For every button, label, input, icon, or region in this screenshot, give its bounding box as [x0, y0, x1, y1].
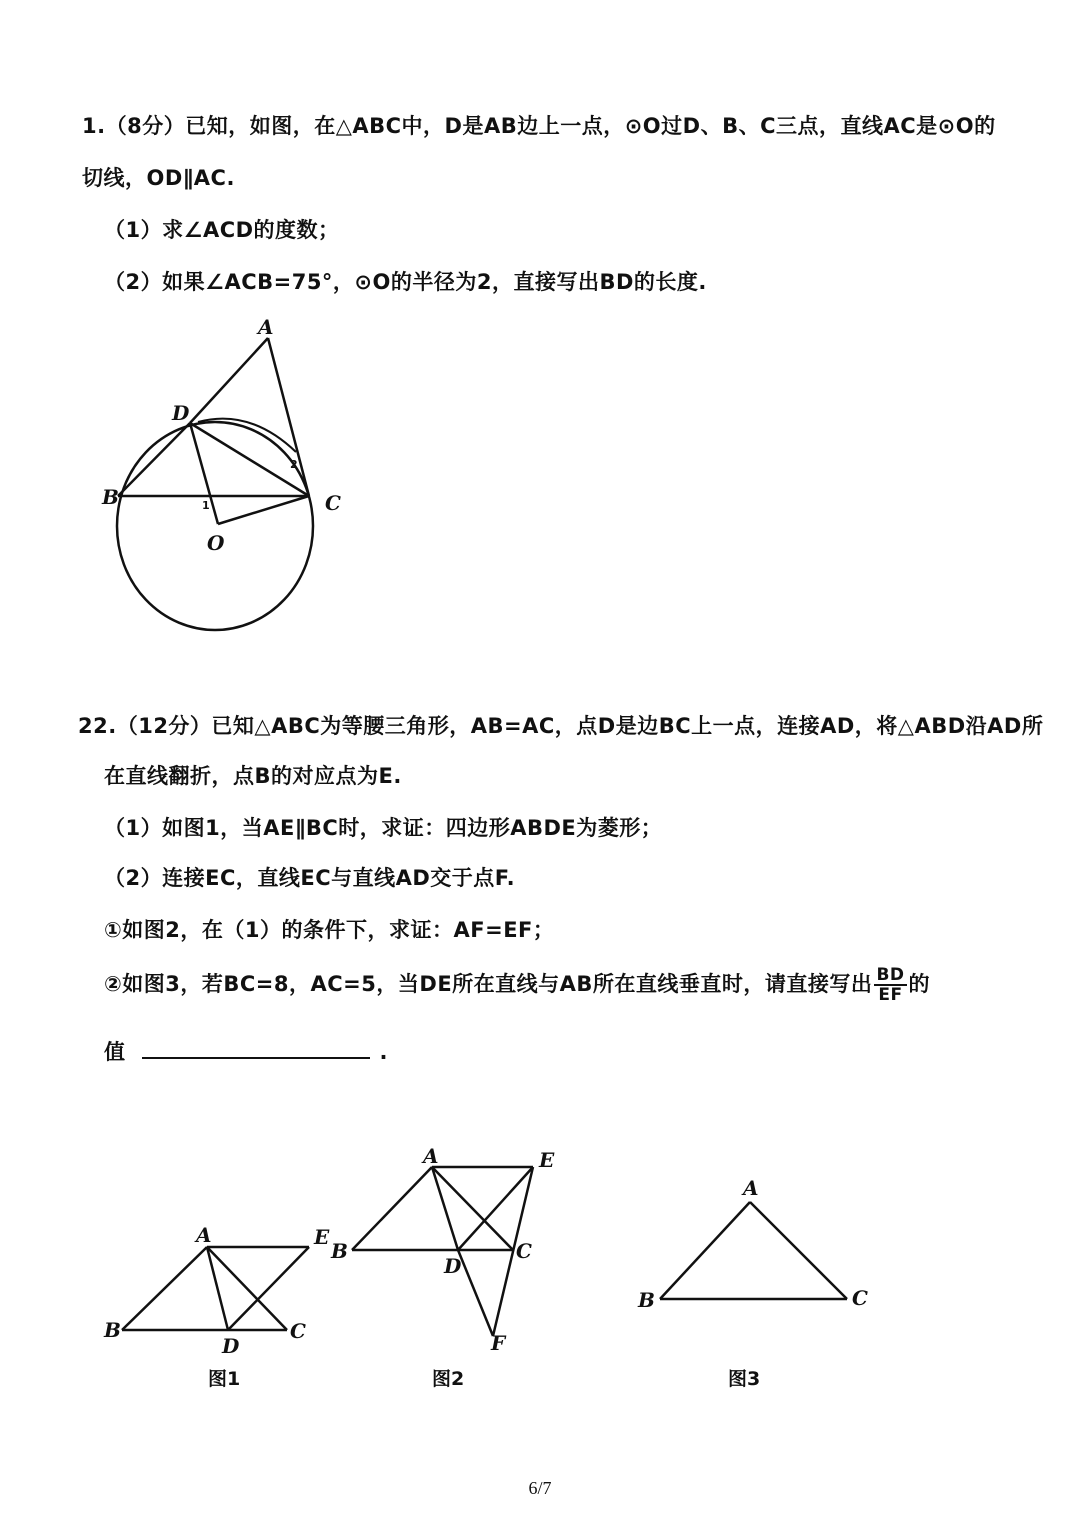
fig2-label-f: F: [491, 1331, 506, 1355]
fig2-label-d: D: [444, 1254, 462, 1278]
p21-statement-line2: 切线，OD∥AC.: [82, 166, 235, 190]
fig3-label-a: A: [743, 1176, 759, 1200]
p21-figure: [117, 338, 313, 630]
p21-question-2: （2）如果∠ACB=75°，⊙O的半径为2，直接写出BD的长度.: [104, 270, 707, 294]
p21-question-1: （1）求∠ACD的度数；: [104, 218, 340, 242]
page-number: 6/7: [528, 1478, 552, 1498]
p21-statement-line1: 1.（8分）已知，如图，在△ABC中，D是AB边上一点，⊙O过D、B、C三点，直线AC是⊙O的: [82, 114, 996, 138]
answer-period: .: [379, 1040, 388, 1064]
fig1-label-b: B: [104, 1318, 121, 1342]
fig2-segment-ed: [458, 1167, 533, 1250]
segment-bd: [118, 423, 190, 496]
fig1-segment-ac: [207, 1247, 287, 1330]
p22-statement-line1: 22.（12分）已知△ABC为等腰三角形，AB=AC，点D是边BC上一点，连接AD，将△ABD沿AD所: [78, 714, 1044, 738]
fig1-segment-ed: [228, 1247, 309, 1330]
fig3-figure: [660, 1202, 847, 1299]
fig2-caption: 图2: [432, 1368, 465, 1390]
p22-question-1: （1）如图1，当AE∥BC时，求证：四边形ABDE为菱形；: [104, 816, 663, 840]
p22-q2-2-tail: 的: [908, 972, 931, 996]
fig1-label-d: D: [222, 1334, 240, 1358]
fig1-label-c: C: [290, 1319, 306, 1343]
fig2-figure: [352, 1167, 533, 1336]
circle-o: [117, 422, 313, 630]
p21-label-c: C: [325, 491, 341, 515]
fig2-segment-df: [458, 1250, 493, 1336]
fig3-label-c: C: [852, 1286, 868, 1310]
fig3-segment-ab: [660, 1202, 750, 1299]
fig2-label-b: B: [331, 1239, 348, 1263]
fig1-figure: [122, 1247, 309, 1330]
fig2-label-a: A: [423, 1144, 439, 1168]
p22-statement-line2: 在直线翻折，点B的对应点为E.: [104, 764, 402, 788]
fig2-label-e: E: [539, 1148, 555, 1172]
segment-ac: [268, 338, 309, 496]
fig3-caption: 图3: [728, 1368, 761, 1390]
fig1-segment-ab: [122, 1247, 207, 1330]
fig3-segment-ac: [750, 1202, 847, 1299]
fraction-numerator: BD: [876, 965, 905, 985]
segment-oc: [218, 496, 309, 524]
p21-label-d: D: [172, 401, 190, 425]
p22-question-2: （2）连接EC，直线EC与直线AD交于点F.: [104, 866, 516, 890]
arc-mark: [198, 419, 296, 452]
answer-value-label: 值: [104, 1040, 126, 1064]
p21-label-b: B: [102, 485, 119, 509]
fig1-label-a: A: [196, 1223, 212, 1247]
segment-da: [190, 338, 268, 423]
fig2-segment-ab: [352, 1167, 432, 1250]
fig1-caption: 图1: [208, 1368, 241, 1390]
p21-label-o: O: [207, 531, 225, 555]
p21-angle-mark-2: 2: [290, 458, 298, 471]
fig2-label-c: C: [516, 1239, 532, 1263]
fig3-label-b: B: [638, 1288, 655, 1312]
p21-angle-mark-1: 1: [202, 499, 210, 512]
p22-question-2-1: ①如图2，在（1）的条件下，求证：AF=EF；: [104, 918, 555, 942]
p21-label-a: A: [258, 315, 274, 339]
fig1-label-e: E: [314, 1225, 330, 1249]
fraction-denominator: EF: [878, 985, 903, 1005]
p22-q2-2-text: ②如图3，若BC=8，AC=5，当DE所在直线与AB所在直线垂直时，请直接写出: [104, 972, 873, 996]
